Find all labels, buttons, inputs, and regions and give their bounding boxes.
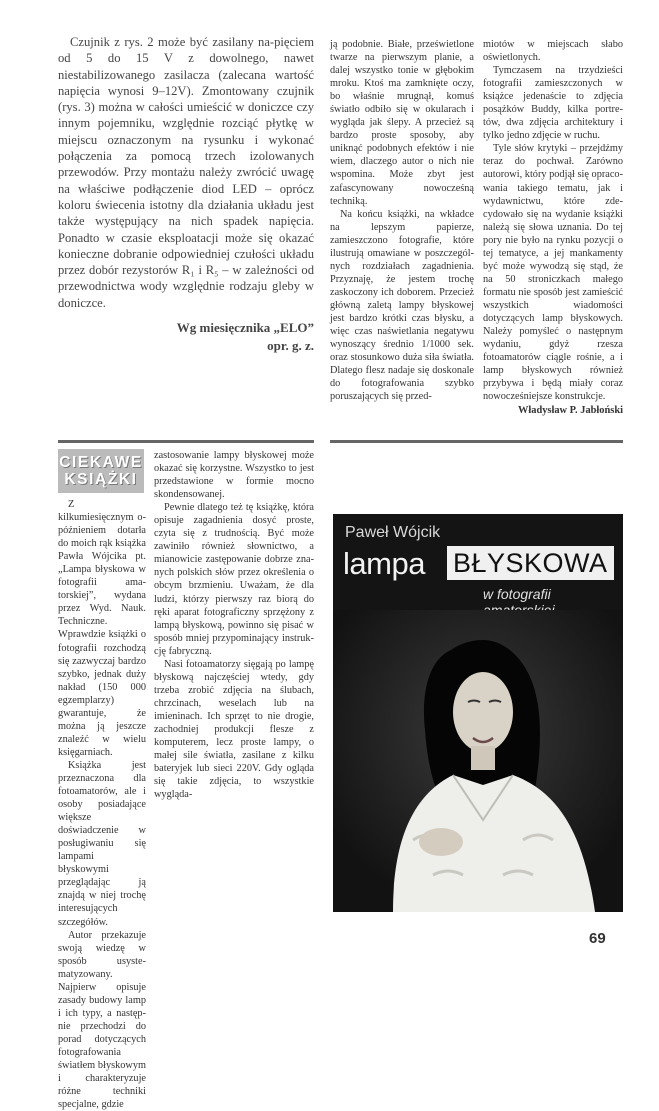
source-credit [58,319,314,355]
review-column-1 [58,498,146,1111]
review-paragraph: Tymczasem na trzydzieści fotografii zamieszczonych w książce jedenaście to zdjęcia posążków Buddy, kilka portretów, dwa zdjęcia architektury i tylko jedno zdjęcie w ruchu. [483,65,623,142]
review-paragraph: Nasi fotoamatorzy sięgają po lampę błyskową najczęściej wtedy, gdy trzeba zrobić zdjęcia na ślubach, chrzcinach, weselach lub na imieninach. Ich sprzęt to nie drogie, zachodniej produkcji flesze z komputerem, lecz proste lampy, o małej sile światła, zasilane z kilku bateryjek lub sieci 220V. Gdy ogląda się takie zdjęcia, to wszystkie wygląda- [154,658,314,801]
review-paragraph: Książka jest przeznaczona dla fotoamatorów, ale i osoby posiadające większe doświadczenie w posługiwaniu się lampami błyskowymi przeglądając ją znajdą w niej trochę interesujących szczegółów. [58,759,146,928]
section-heading-line: CIEKAWE [59,454,143,471]
source-credit-line: Wg miesięcznika „ELO” [176,320,314,336]
article-paragraph: Czujnik z rys. 2 może być zasilany na-pięciem od 5 do 15 V z dowolnego, nawet niestabilizowanego zasilacza (zalecana wartość napięcia wynosi 9–12V). Zmontowany czujnik (rys. 3) można w całości umieścić w doniczce czy innym pojemniku, względnie rozciąć płytkę w miejscu oznaczonym na rysunku i wykonać połączenia za pomocą trzech izolowanych przewodów. Przy montażu należy zwrócić uwagę na właściwe podłączenie diod LED – oprócz koloru świecenia istotny dla działania układu jest także występujący na nich spadek napięcia. Ponadto w czasie eksploatacji może się okazać konieczne dobranie odpowiedniej czułości układu przez dobór rezystorów R₁ i R₅ – w zależności od przewodnictwa wody względnie rodzaju gleby w doniczce. [58,35,314,310]
review-paragraph: Z kilkumiesięcznym opóźnieniem dotarła do moich rąk książka Pawła Wójcika pt. „Lampa błyskowa w fotografii amatorskiej”, wydana przez Wyd. Nauk. Techniczne. Wprawdzie książki o fotografii rozchodzą się zazwyczaj bardzo szybko, jednak duży nakład (150 000 egzemplarzy) gwarantuje, że można ją jeszcze znaleźć w wielu księgarniach. [58,499,146,758]
review-signature: Władysław P. Jabłoński [517,405,623,417]
book-cover-author: Paweł Wójcik [345,524,441,541]
book-cover-title-blyskowa: BŁYSKOWA [447,546,614,580]
section-divider [58,440,314,443]
review-column-3 [330,38,474,403]
review-paragraph: ją podobnie. Białe, prześwietlone twarze na pierwszym planie, a dalej wszystko tonie w głębokim mroku. Ktoś ma zamknięte oczy, bo właśnie mrugnął, komuś światło odbiło się w okularach i wygląda jak ślepy. A przecież są bardzo proste sposoby, aby uniknąć podobnych efektów i nie wiem, dlaczego autor o nich nie wspomina. Może zbyt jest zafascynowany nowocześną techniką. [330,39,474,207]
review-paragraph: Autor przekazuje swoją wiedzę w sposób usystematyzowany. Najpierw opisuje zasady budowy lamp i ich typy, a następnie przechodzi do porad dotyczących fotografowania światłem błyskowym i charakteryzuje różne techniki specjalne, gdzie [58,929,146,1111]
cover-portrait-photo [333,610,623,912]
review-column-2 [154,449,314,801]
page-number: 69 [589,930,606,947]
section-heading-line: KSIĄŻKI [64,471,138,488]
review-paragraph: Pewnie dlatego też tę książkę, która opisuje zagadnienia dosyć proste, czyta się z trudnością. Być może zawiniło również słownictwo, a mianowicie zastępowanie dobrze znanych polskich słów przez określenia o obcym brzmieniu. Uważam, że dla ludzi, którzy pierwszy raz biorą do ręki aparat fotograficzny sprzężony z lampą błyskową, powinno się pisać w sposób mniej przypominający instrukcję fabryczną. [154,502,314,657]
review-paragraph: Tyle słów krytyki – przejdźmy teraz do pochwał. Zarówno autorowi, który podjął się opracowania takiego tematu, jak i wydawnictwu, które zdecydowało się na wydanie książki należą się słowa uznania. Do tej pory nie było na rynku pozycji o tej tematyce, a jej mankamenty być może wywodzą się stąd, że na 50 stroniczkach małego formatu nie sposób jest zamieścić wszystkich wiadomości dotyczących lamp błyskowych. Należy pomyśleć o następnym wydaniu, gdyż rzesza fotoamatorów ciągle rośnie, a i lamp błyskowych również przybywa i będą miały coraz nowocześniejsze konstrukcje. [483,143,623,403]
review-column-4 [483,38,623,417]
section-heading [58,449,144,493]
book-cover-title-lampa: lampa [343,546,425,581]
book-cover-subtitle: w fotografii [483,586,551,602]
review-paragraph: zastosowanie lampy błyskowej może okazać się korzystne. Wszystko to jest przedstawione w formie mocno skondensowanej. [154,450,314,501]
section-divider [330,440,623,443]
review-paragraph: miotów w miejscach słabo oświetlonych. [483,39,623,64]
article-continuation [58,34,314,355]
review-paragraph: Na końcu książki, na wkładce na lepszym papierze, zamieszczono fotografie, które ilustrują omawiane w poszczególnych rozdziałach zagadnienia. Przyznaję, że jestem trochę zaskoczony ich doborem. Przecież główną zaletą lampy błyskowej jest bardzo krótki czas błysku, a więc czas naświetlania negatywu wynoszący średnio 1/1000 sek. oraz stosunkowo duża siła światła. Dlatego flesz nadaje się doskonale do fotografowania szybko poruszających się przed- [330,208,474,403]
source-credit-initials: opr. g. z. [267,338,314,354]
book-cover-image [333,514,623,912]
